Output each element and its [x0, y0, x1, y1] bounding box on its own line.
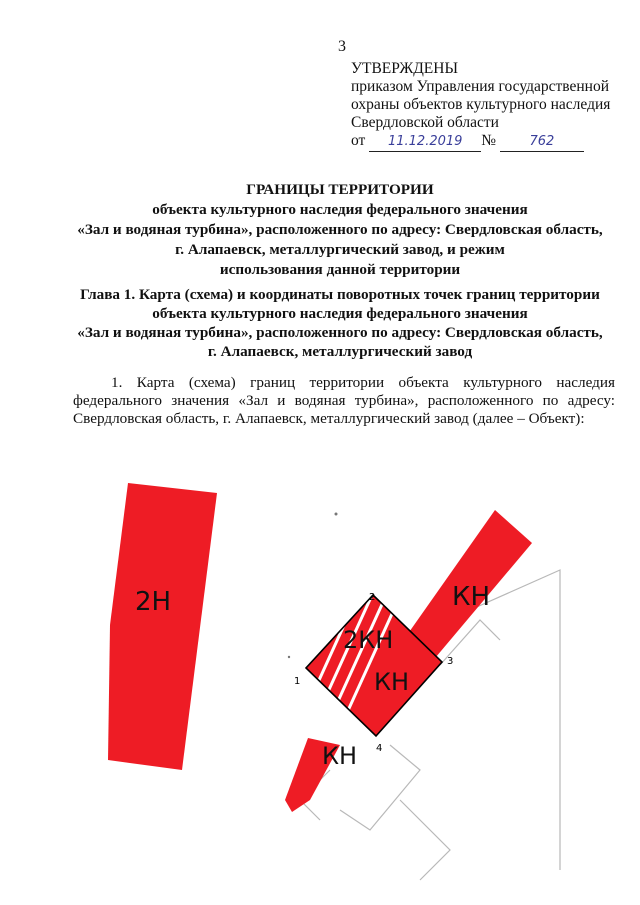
point-3-label: 3 [447, 656, 454, 667]
title-line-3: «Зал и водяная турбина», расположенного по адресу: Свердловская область, [77, 221, 603, 238]
approval-line-2: охраны объектов культурного наследия [351, 96, 611, 113]
map-dot [335, 513, 338, 516]
chapter-heading [40, 285, 640, 361]
page-number: 3 [338, 38, 346, 55]
paragraph-1: 1. Карта (схема) границ территории объекта культурного наследия федерального значения «Зал и водяная турбина», расположенного по адресу: Свердловская область, г. Алапаевск, металлургический завод (далее – Объект): [73, 374, 615, 427]
chapter-line-4: г. Алапаевск, металлургический завод [207, 343, 473, 360]
approval-block [351, 60, 631, 152]
title-line-2: объекта культурного наследия федерального значения [152, 201, 528, 218]
document-title [40, 180, 640, 280]
title-line-5: использования данной территории [219, 261, 461, 278]
point-4-label: 4 [376, 743, 383, 754]
approval-heading: УТВЕРЖДЕНЫ [351, 60, 458, 77]
chapter-line-2: объекта культурного наследия федерального значения [152, 305, 528, 322]
zone-2kn-label: 2КН [343, 626, 394, 654]
handwritten-date: 11.12.2019 [369, 133, 481, 152]
date-prefix: от [351, 132, 366, 149]
zone-2n [108, 483, 217, 770]
approval-date-line [351, 132, 631, 152]
territory-map [60, 470, 580, 900]
zone-kn-bottom-label: КН [322, 742, 358, 770]
title-line-4: г. Алапаевск, металлургический завод, и режим [175, 241, 505, 258]
point-2-label: 2 [369, 592, 376, 603]
chapter-line-1: Глава 1. Карта (схема) и координаты поворотных точек границ территории [80, 286, 600, 303]
title-line-1: ГРАНИЦЫ ТЕРРИТОРИИ [246, 181, 434, 198]
approval-line-3: Свердловской области [351, 114, 499, 131]
number-prefix: № [481, 132, 496, 149]
map-dot [288, 656, 290, 658]
point-1-label: 1 [294, 676, 301, 687]
chapter-line-3: «Зал и водяная турбина», расположенного по адресу: Свердловская область, [77, 324, 603, 341]
zone-kn-top-label: КН [452, 582, 491, 612]
approval-line-1: приказом Управления государственной [351, 78, 610, 95]
zone-2n-label: 2Н [135, 587, 172, 617]
handwritten-number: 762 [500, 133, 584, 152]
zone-kn-center-label: КН [374, 668, 410, 696]
